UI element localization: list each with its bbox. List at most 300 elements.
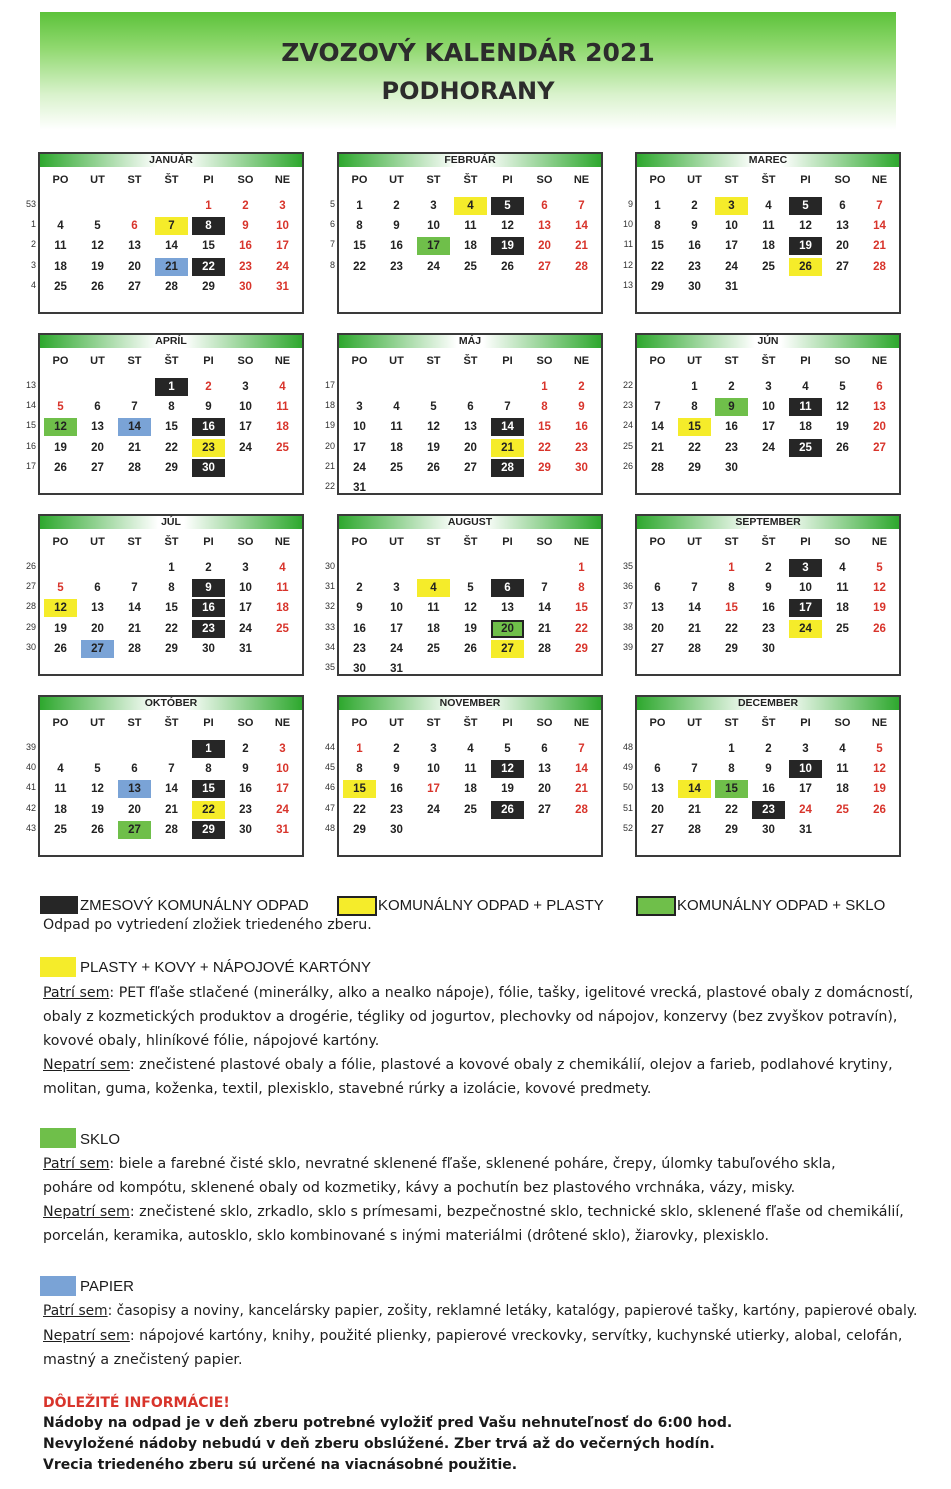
calendar-day: 5 — [94, 220, 101, 233]
calendar-day: 31 — [390, 663, 403, 675]
week-number: 39 — [622, 641, 633, 652]
calendar-day: 8 — [578, 582, 585, 595]
calendar-day: 4 — [454, 197, 487, 215]
calendar-day: 5 — [57, 582, 64, 595]
day-header: PI — [502, 536, 513, 548]
calendar-day: 13 — [464, 421, 477, 434]
calendar-day: 19 — [464, 622, 477, 635]
calendar-day: 3 — [356, 401, 363, 414]
calendar-day: 4 — [467, 743, 474, 755]
calendar-day: 27 — [538, 260, 551, 273]
plasty-no-2: molitan, guma, koženka, textil, plexisklo, stavebné rúrky a izolácie, kovové predmety. — [43, 1081, 652, 1097]
calendar-day: 22 — [651, 260, 664, 273]
calendar-day: 23 — [752, 801, 785, 819]
important-line-2: Nevyložené nádoby nebudú v deň zberu obslúžené. Zber trvá až do večerných hodín. — [43, 1436, 715, 1452]
day-header: NE — [573, 536, 590, 548]
calendar-day: 10 — [239, 401, 252, 414]
calendar-day: 5 — [504, 743, 511, 755]
day-header: PI — [203, 174, 214, 186]
calendar-day: 6 — [839, 200, 846, 212]
calendar-day: 8 — [356, 220, 363, 233]
calendar-day: 3 — [789, 559, 822, 577]
week-number: 45 — [324, 762, 335, 773]
calendar-day: 2 — [578, 381, 585, 393]
calendar-day: 30 — [192, 459, 225, 477]
calendar-day: 1 — [205, 200, 212, 212]
day-header: UT — [389, 355, 404, 367]
plasty-yes-label: Patrí sem — [43, 985, 110, 1001]
day-header: UT — [90, 355, 105, 367]
calendar-day: 30 — [725, 461, 738, 474]
calendar-day: 21 — [873, 240, 886, 253]
calendar-day: 2 — [691, 200, 698, 212]
calendar-day: 24 — [725, 260, 738, 273]
day-header: PI — [800, 355, 811, 367]
calendar-day: 17 — [353, 441, 366, 454]
calendar-day: 4 — [57, 220, 64, 233]
calendar-day: 3 — [242, 381, 249, 393]
day-header: ŠT — [164, 717, 179, 729]
calendar-day: 1 — [541, 381, 548, 393]
calendar-day: 12 — [44, 599, 77, 617]
week-number: 13 — [25, 380, 36, 390]
calendar-day: 20 — [128, 260, 141, 273]
calendar-day: 22 — [192, 258, 225, 276]
calendar-day: 7 — [168, 763, 175, 776]
calendar-day: 24 — [789, 620, 822, 638]
calendar-day: 12 — [91, 240, 104, 253]
calendar-day: 19 — [54, 441, 67, 454]
calendar-day: 28 — [651, 461, 664, 474]
calendar-day: 9 — [242, 763, 249, 776]
calendar-day: 7 — [654, 401, 661, 414]
calendar-day: 30 — [575, 461, 588, 474]
calendar-day: 8 — [356, 763, 363, 776]
day-header: ŠT — [761, 355, 776, 367]
calendar-day: 13 — [91, 421, 104, 434]
calendar-day: 24 — [762, 441, 775, 454]
day-header: ST — [724, 174, 739, 186]
calendar-header — [40, 12, 896, 130]
calendar-day: 26 — [491, 801, 524, 819]
month-10 — [38, 695, 304, 857]
calendar-day: 28 — [688, 823, 701, 836]
calendar-day: 18 — [54, 803, 67, 816]
calendar-day: 10 — [276, 220, 289, 233]
calendar-day: 12 — [464, 602, 477, 615]
papier-no-label: Nepatrí sem — [43, 1328, 130, 1344]
sklo-yes-label: Patrí sem — [43, 1156, 110, 1172]
calendar-day: 9 — [356, 602, 363, 615]
day-header: UT — [90, 536, 105, 548]
calendar-day: 30 — [239, 280, 252, 293]
calendar-day: 24 — [427, 260, 440, 273]
calendar-day: 9 — [205, 401, 212, 414]
calendar-day: 21 — [538, 622, 551, 635]
calendar-day: 18 — [464, 783, 477, 796]
calendar-day: 12 — [501, 220, 514, 233]
day-header: PI — [800, 717, 811, 729]
calendar-day: 26 — [789, 258, 822, 276]
calendar-day: 2 — [728, 381, 735, 393]
calendar-day: 8 — [168, 401, 175, 414]
calendar-day: 25 — [54, 823, 67, 836]
calendar-day: 30 — [353, 663, 366, 675]
day-header: ŠT — [463, 536, 478, 548]
calendar-day: 13 — [651, 783, 664, 796]
calendar-day: 16 — [390, 783, 403, 796]
papier-no-2: mastný a znečistený papier. — [43, 1352, 243, 1368]
calendar-day: 11 — [54, 783, 67, 796]
calendar-day: 2 — [765, 562, 772, 574]
calendar-day: 14 — [651, 421, 664, 434]
calendar-day: 28 — [128, 642, 141, 655]
day-header: ST — [426, 717, 441, 729]
calendar-day: 15 — [538, 421, 551, 434]
day-header: PO — [649, 174, 666, 186]
calendar-day: 20 — [836, 240, 849, 253]
calendar-day: 14 — [165, 783, 178, 796]
week-number: 2 — [30, 239, 36, 250]
calendar-day: 3 — [430, 743, 437, 755]
plasty-yes-1 — [43, 981, 913, 1005]
calendar-day: 1 — [728, 562, 735, 574]
calendar-day: 14 — [575, 763, 588, 776]
week-number: 38 — [622, 621, 633, 632]
calendar-day: 25 — [276, 622, 289, 635]
week-number: 7 — [329, 239, 335, 250]
calendar-day: 1 — [578, 562, 585, 574]
calendar-day: 11 — [54, 240, 67, 253]
calendar-day: 6 — [876, 381, 883, 393]
calendar-day: 23 — [192, 620, 225, 638]
calendar-day: 25 — [836, 803, 849, 816]
week-number: 25 — [622, 440, 633, 451]
calendar-day: 9 — [765, 763, 772, 776]
calendar-day: 4 — [417, 579, 450, 597]
week-number: 35 — [622, 561, 633, 571]
calendar-day: 22 — [353, 260, 366, 273]
calendar-day: 22 — [165, 622, 178, 635]
calendar-day: 26 — [91, 823, 104, 836]
week-number: 48 — [324, 822, 335, 833]
week-number: 22 — [324, 481, 335, 491]
legend-black-swatch — [40, 896, 78, 914]
calendar-day: 10 — [725, 220, 738, 233]
plasty-no-text-1: : znečistené plastové obaly a fólie, plastové a kovové obaly z chemikálií, olejov a farieb, podlahové krytiny, — [129, 1057, 893, 1073]
day-header: SO — [536, 174, 553, 186]
calendar-day: 10 — [427, 220, 440, 233]
calendar-day: 29 — [202, 280, 215, 293]
calendar-day: 17 — [276, 783, 289, 796]
calendar-day: 20 — [91, 622, 104, 635]
calendar-day: 7 — [691, 582, 698, 595]
day-header: ST — [426, 355, 441, 367]
calendar-day: 19 — [873, 602, 886, 615]
calendar-day: 28 — [688, 642, 701, 655]
calendar-day: 3 — [279, 200, 286, 212]
week-number: 30 — [25, 641, 36, 652]
week-number: 46 — [324, 782, 335, 793]
calendar-day: 29 — [353, 823, 366, 836]
page-title: ZVOZOVÝ KALENDÁR 2021 — [281, 38, 655, 67]
calendar-day: 31 — [725, 280, 738, 293]
calendar-day: 27 — [464, 461, 477, 474]
calendar-day: 27 — [651, 823, 664, 836]
calendar-day: 10 — [762, 401, 775, 414]
calendar-day: 17 — [239, 602, 252, 615]
calendar-day: 10 — [390, 602, 403, 615]
calendar-day: 16 — [725, 421, 738, 434]
calendar-day: 31 — [276, 280, 289, 293]
calendar-day: 6 — [467, 401, 474, 414]
week-number: 32 — [324, 601, 335, 612]
day-header: ŠT — [761, 717, 776, 729]
calendar-day: 4 — [839, 743, 846, 755]
calendar-day: 1 — [654, 200, 661, 212]
calendar-day: 19 — [873, 783, 886, 796]
calendar-day: 15 — [651, 240, 664, 253]
calendar-day: 11 — [276, 582, 289, 595]
day-header: ŠT — [463, 717, 478, 729]
calendar-day: 28 — [128, 461, 141, 474]
calendar-day: 9 — [393, 220, 400, 233]
calendar-day: 25 — [276, 441, 289, 454]
calendar-day: 16 — [239, 783, 252, 796]
calendar-day: 21 — [128, 622, 141, 635]
calendar-day: 2 — [242, 200, 249, 212]
calendar-day: 13 — [538, 220, 551, 233]
calendar-day: 21 — [575, 783, 588, 796]
day-header: UT — [687, 174, 702, 186]
calendar-day: 9 — [578, 401, 585, 414]
month-4 — [38, 333, 304, 495]
calendar-day: 26 — [873, 803, 886, 816]
calendar-day: 8 — [205, 763, 212, 776]
day-header: PI — [203, 536, 214, 548]
week-number: 53 — [25, 199, 36, 209]
calendar-day: 17 — [762, 421, 775, 434]
week-number: 12 — [622, 259, 633, 270]
week-number: 50 — [622, 782, 633, 793]
calendar-day: 29 — [575, 642, 588, 655]
month-9 — [635, 514, 901, 676]
calendar-day: 14 — [688, 602, 701, 615]
calendar-day: 14 — [128, 602, 141, 615]
calendar-day: 6 — [94, 401, 101, 414]
papier-yes-1 — [43, 1299, 917, 1323]
calendar-day: 19 — [491, 237, 524, 255]
day-header: ST — [127, 355, 142, 367]
important-line-3: Vrecia triedeného zberu sú určené na viacnásobné použitie. — [43, 1457, 518, 1473]
important-title: DÔLEŽITÉ INFORMÁCIE! — [43, 1395, 230, 1411]
calendar-day: 1 — [168, 562, 175, 574]
day-header: ST — [724, 717, 739, 729]
calendar-day: 13 — [836, 220, 849, 233]
calendar-day: 6 — [491, 579, 524, 597]
calendar-day: 24 — [390, 642, 403, 655]
calendar-day: 11 — [836, 763, 849, 776]
month-5 — [337, 333, 603, 495]
calendar-day: 17 — [725, 240, 738, 253]
papier-swatch — [40, 1276, 76, 1296]
calendar-day: 26 — [464, 642, 477, 655]
calendar-day: 7 — [131, 401, 138, 414]
calendar-day: 12 — [836, 401, 849, 414]
calendar-day: 5 — [876, 743, 883, 755]
calendar-day: 18 — [54, 260, 67, 273]
calendar-day: 6 — [131, 763, 138, 776]
calendar-day: 13 — [128, 240, 141, 253]
month-11 — [337, 695, 603, 857]
calendar-day: 29 — [651, 280, 664, 293]
calendar-day: 9 — [715, 398, 748, 416]
calendar-day: 19 — [427, 441, 440, 454]
calendar-day: 17 — [427, 783, 440, 796]
week-number: 26 — [25, 561, 36, 571]
month-name: AUGUST — [339, 516, 601, 529]
day-header: ST — [426, 174, 441, 186]
sklo-no-text-1: : znečistené sklo, zrkadlo, sklo s prímesami, bezpečnostné sklo, technické sklo, sklenené fľaše od chemikálií, — [129, 1204, 904, 1220]
calendar-day: 3 — [242, 562, 249, 574]
calendar-day: 18 — [836, 783, 849, 796]
calendar-day: 4 — [765, 200, 772, 212]
week-number: 14 — [25, 400, 36, 411]
calendar-day: 13 — [91, 602, 104, 615]
calendar-day: 12 — [799, 220, 812, 233]
calendar-day: 25 — [427, 642, 440, 655]
calendar-day: 2 — [356, 582, 363, 595]
day-header: PI — [502, 355, 513, 367]
calendar-day: 23 — [762, 622, 775, 635]
calendar-day: 24 — [353, 461, 366, 474]
calendar-day: 1 — [155, 378, 188, 396]
calendar-day: 22 — [725, 622, 738, 635]
calendar-day: 10 — [427, 763, 440, 776]
day-header: PO — [52, 174, 69, 186]
week-number: 52 — [622, 822, 633, 833]
calendar-day: 12 — [427, 421, 440, 434]
calendar-day: 4 — [279, 381, 286, 393]
week-number: 27 — [25, 581, 36, 592]
calendar-day: 5 — [467, 582, 474, 595]
month-name: MAREC — [637, 154, 899, 167]
papier-yes-label: Patrí sem — [43, 1303, 108, 1319]
calendar-day: 27 — [873, 441, 886, 454]
calendar-day: 6 — [94, 582, 101, 595]
calendar-day: 27 — [91, 461, 104, 474]
calendar-day: 11 — [390, 421, 403, 434]
important-line-1: Nádoby na odpad je v deň zberu potrebné vyložiť pred Vašu nehnuteľnosť do 6:00 hod. — [43, 1415, 733, 1431]
day-header: ST — [127, 174, 142, 186]
calendar-day: 12 — [873, 582, 886, 595]
calendar-day: 6 — [131, 220, 138, 233]
calendar-day: 24 — [427, 803, 440, 816]
day-header: PO — [649, 355, 666, 367]
week-number: 20 — [324, 440, 335, 451]
calendar-day: 16 — [239, 240, 252, 253]
day-header: SO — [237, 355, 254, 367]
calendar-day: 21 — [128, 441, 141, 454]
week-number: 16 — [25, 440, 36, 451]
calendar-day: 25 — [762, 260, 775, 273]
calendar-day: 4 — [57, 763, 64, 776]
week-number: 26 — [622, 460, 633, 471]
calendar-day: 27 — [118, 821, 151, 839]
sklo-swatch — [40, 1128, 76, 1148]
calendar-day: 1 — [356, 743, 363, 755]
calendar-day: 19 — [789, 237, 822, 255]
calendar-day: 23 — [688, 260, 701, 273]
calendar-day: 22 — [725, 803, 738, 816]
week-number: 35 — [324, 662, 335, 672]
month-2 — [337, 152, 603, 314]
calendar-day: 5 — [57, 401, 64, 414]
calendar-day: 26 — [91, 280, 104, 293]
calendar-day: 4 — [393, 401, 400, 414]
day-header: UT — [389, 536, 404, 548]
day-header: UT — [90, 717, 105, 729]
calendar-day: 10 — [789, 760, 822, 778]
day-header: NE — [274, 717, 291, 729]
calendar-day: 26 — [501, 260, 514, 273]
calendar-day: 18 — [464, 240, 477, 253]
day-header: PO — [649, 717, 666, 729]
calendar-day: 17 — [789, 599, 822, 617]
week-number: 41 — [25, 782, 36, 793]
calendar-day: 11 — [789, 398, 822, 416]
papier-no-1 — [43, 1324, 902, 1348]
calendar-day: 5 — [876, 562, 883, 574]
calendar-day: 23 — [192, 439, 225, 457]
calendar-day: 5 — [430, 401, 437, 414]
calendar-day: 31 — [239, 642, 252, 655]
calendar-day: 27 — [651, 642, 664, 655]
week-number: 42 — [25, 802, 36, 813]
calendar-day: 16 — [575, 421, 588, 434]
calendar-day: 21 — [491, 439, 524, 457]
calendar-day: 21 — [688, 622, 701, 635]
calendar-day: 18 — [427, 622, 440, 635]
week-number: 15 — [25, 420, 36, 431]
week-number: 33 — [324, 621, 335, 632]
day-header: NE — [274, 355, 291, 367]
calendar-day: 27 — [538, 803, 551, 816]
calendar-day: 11 — [762, 220, 775, 233]
calendar-day: 2 — [393, 200, 400, 212]
calendar-day: 22 — [353, 803, 366, 816]
calendar-day: 20 — [873, 421, 886, 434]
calendar-day: 3 — [393, 582, 400, 595]
calendar-day: 12 — [44, 418, 77, 436]
calendar-day: 2 — [765, 743, 772, 755]
calendar-day: 29 — [165, 642, 178, 655]
month-12 — [635, 695, 901, 857]
calendar-day: 26 — [54, 461, 67, 474]
calendar-day: 16 — [192, 599, 225, 617]
calendar-day: 19 — [91, 260, 104, 273]
calendar-day: 13 — [651, 602, 664, 615]
day-header: ST — [724, 536, 739, 548]
day-header: ŠT — [164, 536, 179, 548]
calendar-day: 20 — [651, 803, 664, 816]
calendar-day: 3 — [765, 381, 772, 393]
calendar-day: 8 — [654, 220, 661, 233]
calendar-day: 6 — [541, 743, 548, 755]
calendar-day: 20 — [128, 803, 141, 816]
calendar-day: 23 — [575, 441, 588, 454]
calendar-day: 17 — [799, 783, 812, 796]
